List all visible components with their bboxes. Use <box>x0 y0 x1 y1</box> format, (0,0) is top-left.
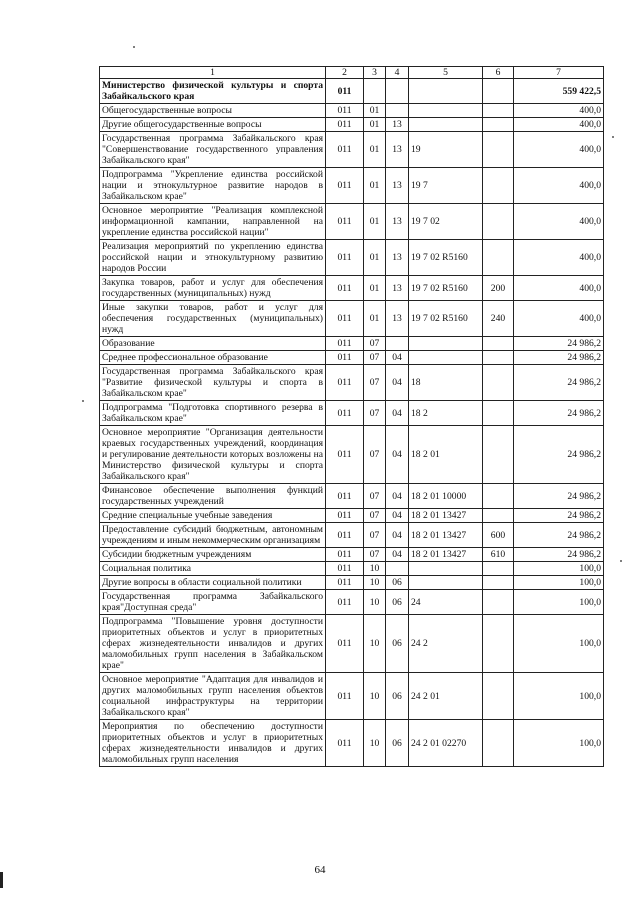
row-subsection: 06 <box>386 720 409 767</box>
scan-speck <box>82 400 84 402</box>
row-section: 01 <box>364 204 386 240</box>
row-section: 01 <box>364 118 386 132</box>
row-section: 10 <box>364 673 386 720</box>
table-body <box>100 79 604 767</box>
row-target-article: 18 2 01 13427 <box>409 523 483 548</box>
row-section: 07 <box>364 548 386 562</box>
row-ministry-code: 011 <box>326 104 364 118</box>
row-target-article: 19 <box>409 132 483 168</box>
row-name: Среднее профессиональное образование <box>100 351 326 365</box>
row-amount: 24 986,2 <box>514 337 604 351</box>
row-section: 01 <box>364 168 386 204</box>
table-row <box>100 673 604 720</box>
row-section: 07 <box>364 509 386 523</box>
row-target-article <box>409 576 483 590</box>
row-name: Средние специальные учебные заведения <box>100 509 326 523</box>
row-amount: 24 986,2 <box>514 426 604 484</box>
row-ministry-code: 011 <box>326 240 364 276</box>
row-section: 01 <box>364 301 386 337</box>
row-expense-type <box>483 118 514 132</box>
table-row <box>100 79 604 104</box>
row-expense-type <box>483 615 514 673</box>
row-name: Закупка товаров, работ и услуг для обеспечения государственных (муниципальных) нужд <box>100 276 326 301</box>
row-expense-type <box>483 562 514 576</box>
row-name: Государственная программа Забайкальского края "Совершенствование государственного управления Забайкальского края" <box>100 132 326 168</box>
row-expense-type <box>483 426 514 484</box>
table-row <box>100 523 604 548</box>
row-amount: 100,0 <box>514 576 604 590</box>
row-subsection: 04 <box>386 548 409 562</box>
row-section: 07 <box>364 426 386 484</box>
row-section: 07 <box>364 401 386 426</box>
row-name: Субсидии бюджетным учреждениям <box>100 548 326 562</box>
row-ministry-code: 011 <box>326 509 364 523</box>
column-header-6: 6 <box>483 67 514 79</box>
row-target-article <box>409 104 483 118</box>
row-name: Основное мероприятие "Реализация комплексной информационной кампании, направленной на укрепление единства российской нации" <box>100 204 326 240</box>
row-ministry-code: 011 <box>326 523 364 548</box>
row-name: Основное мероприятие "Адаптация для инвалидов и других маломобильных групп населения объектов социальной инфраструктуры на территории Забайкальского края" <box>100 673 326 720</box>
row-ministry-code: 011 <box>326 562 364 576</box>
row-target-article <box>409 351 483 365</box>
row-expense-type <box>483 673 514 720</box>
row-subsection: 04 <box>386 401 409 426</box>
row-amount: 24 986,2 <box>514 509 604 523</box>
row-amount: 400,0 <box>514 204 604 240</box>
row-ministry-code: 011 <box>326 276 364 301</box>
scan-speck <box>612 136 614 138</box>
row-target-article <box>409 118 483 132</box>
row-name: Иные закупки товаров, работ и услуг для обеспечения государственных (муниципальных) нужд <box>100 301 326 337</box>
scan-speck <box>620 560 622 562</box>
column-header-5: 5 <box>409 67 483 79</box>
row-expense-type: 240 <box>483 301 514 337</box>
row-target-article: 19 7 02 R5160 <box>409 301 483 337</box>
row-amount: 24 986,2 <box>514 548 604 562</box>
table-row <box>100 351 604 365</box>
row-ministry-code: 011 <box>326 484 364 509</box>
row-amount: 400,0 <box>514 301 604 337</box>
row-section: 10 <box>364 720 386 767</box>
row-expense-type <box>483 509 514 523</box>
row-amount: 400,0 <box>514 276 604 301</box>
row-amount: 559 422,5 <box>514 79 604 104</box>
row-section: 01 <box>364 240 386 276</box>
row-amount: 100,0 <box>514 720 604 767</box>
row-target-article: 24 2 01 02270 <box>409 720 483 767</box>
row-name: Предоставление субсидий бюджетным, автономным учреждениям и иным некоммерческим организациям <box>100 523 326 548</box>
row-amount: 24 986,2 <box>514 365 604 401</box>
table-row <box>100 615 604 673</box>
column-header-1: 1 <box>100 67 326 79</box>
row-ministry-code: 011 <box>326 118 364 132</box>
row-name: Основное мероприятие "Организация деятельности краевых государственных учреждений, координация и регулирование деятельности которых возложены на Министерство физической культуры и спорта Забайкальского края" <box>100 426 326 484</box>
row-subsection: 13 <box>386 204 409 240</box>
row-section: 07 <box>364 484 386 509</box>
row-expense-type <box>483 168 514 204</box>
table-row <box>100 590 604 615</box>
table-row <box>100 240 604 276</box>
row-ministry-code: 011 <box>326 590 364 615</box>
row-section: 07 <box>364 337 386 351</box>
table-row <box>100 168 604 204</box>
row-subsection: 13 <box>386 132 409 168</box>
row-subsection <box>386 337 409 351</box>
scan-edge-mark <box>0 872 3 888</box>
table-row <box>100 118 604 132</box>
row-subsection: 06 <box>386 615 409 673</box>
row-subsection: 04 <box>386 484 409 509</box>
row-target-article: 18 2 01 13427 <box>409 548 483 562</box>
table-row <box>100 365 604 401</box>
row-name: Государственная программа Забайкальского края"Доступная среда" <box>100 590 326 615</box>
column-header-2: 2 <box>326 67 364 79</box>
row-target-article: 24 2 <box>409 615 483 673</box>
row-section: 07 <box>364 365 386 401</box>
row-name: Общегосударственные вопросы <box>100 104 326 118</box>
row-amount: 24 986,2 <box>514 351 604 365</box>
row-section <box>364 79 386 104</box>
row-expense-type <box>483 720 514 767</box>
row-expense-type <box>483 576 514 590</box>
row-name: Подпрограмма "Укрепление единства российской нации и этнокультурное развитие народов в Забайкальском крае" <box>100 168 326 204</box>
row-subsection: 04 <box>386 509 409 523</box>
table-row <box>100 720 604 767</box>
row-amount: 400,0 <box>514 240 604 276</box>
row-target-article: 18 2 <box>409 401 483 426</box>
row-expense-type: 610 <box>483 548 514 562</box>
row-subsection: 13 <box>386 240 409 276</box>
row-amount: 24 986,2 <box>514 484 604 509</box>
row-amount: 400,0 <box>514 104 604 118</box>
row-name: Реализация мероприятий по укреплению единства российской нации и этнокультурному развитию народов России <box>100 240 326 276</box>
row-section: 01 <box>364 276 386 301</box>
row-amount: 100,0 <box>514 673 604 720</box>
row-expense-type <box>483 240 514 276</box>
row-target-article: 24 2 01 <box>409 673 483 720</box>
row-expense-type <box>483 365 514 401</box>
table-row <box>100 104 604 118</box>
row-subsection: 06 <box>386 673 409 720</box>
row-expense-type <box>483 132 514 168</box>
row-subsection: 04 <box>386 351 409 365</box>
row-expense-type <box>483 104 514 118</box>
row-name: Государственная программа Забайкальского края "Развитие физической культуры и спорта в Забайкальском крае" <box>100 365 326 401</box>
row-target-article: 19 7 02 <box>409 204 483 240</box>
table-row <box>100 576 604 590</box>
row-ministry-code: 011 <box>326 351 364 365</box>
row-ministry-code: 011 <box>326 301 364 337</box>
row-section: 07 <box>364 351 386 365</box>
row-target-article: 18 2 01 10000 <box>409 484 483 509</box>
row-name: Подпрограмма "Повышение уровня доступности приоритетных объектов и услуг в приоритетных сферах жизнедеятельности инвалидов и других маломобильных групп населения в Забайкальском крае" <box>100 615 326 673</box>
table-header-row <box>100 67 604 79</box>
table-row <box>100 337 604 351</box>
row-subsection: 06 <box>386 590 409 615</box>
row-section: 10 <box>364 576 386 590</box>
column-header-4: 4 <box>386 67 409 79</box>
row-target-article: 18 <box>409 365 483 401</box>
row-expense-type: 600 <box>483 523 514 548</box>
row-subsection: 04 <box>386 523 409 548</box>
budget-table <box>99 66 604 767</box>
row-section: 01 <box>364 104 386 118</box>
table-row <box>100 562 604 576</box>
row-amount: 400,0 <box>514 118 604 132</box>
row-ministry-code: 011 <box>326 615 364 673</box>
row-expense-type <box>483 204 514 240</box>
row-ministry-code: 011 <box>326 132 364 168</box>
row-target-article: 19 7 02 R5160 <box>409 240 483 276</box>
row-ministry-code: 011 <box>326 426 364 484</box>
row-name: Образование <box>100 337 326 351</box>
row-section: 10 <box>364 615 386 673</box>
row-subsection <box>386 562 409 576</box>
row-subsection: 13 <box>386 168 409 204</box>
row-target-article: 18 2 01 <box>409 426 483 484</box>
row-expense-type <box>483 484 514 509</box>
row-ministry-code: 011 <box>326 79 364 104</box>
row-subsection <box>386 104 409 118</box>
table-row <box>100 509 604 523</box>
row-section: 01 <box>364 132 386 168</box>
row-name: Мероприятия по обеспечению доступности приоритетных объектов и услуг в приоритетных сферах жизнедеятельности инвалидов и других маломобильных групп населения <box>100 720 326 767</box>
row-ministry-code: 011 <box>326 720 364 767</box>
row-amount: 100,0 <box>514 590 604 615</box>
table-row <box>100 132 604 168</box>
row-name: Подпрограмма "Подготовка спортивного резерва в Забайкальском крае" <box>100 401 326 426</box>
row-target-article: 18 2 01 13427 <box>409 509 483 523</box>
row-ministry-code: 011 <box>326 168 364 204</box>
table-row <box>100 276 604 301</box>
row-target-article <box>409 337 483 351</box>
row-target-article <box>409 562 483 576</box>
row-expense-type <box>483 337 514 351</box>
table-row <box>100 548 604 562</box>
row-expense-type <box>483 351 514 365</box>
row-subsection: 04 <box>386 426 409 484</box>
row-name: Социальная политика <box>100 562 326 576</box>
row-name: Другие вопросы в области социальной политики <box>100 576 326 590</box>
row-ministry-code: 011 <box>326 401 364 426</box>
row-ministry-code: 011 <box>326 204 364 240</box>
row-subsection <box>386 79 409 104</box>
row-subsection: 13 <box>386 301 409 337</box>
row-target-article: 24 <box>409 590 483 615</box>
row-amount: 400,0 <box>514 132 604 168</box>
row-subsection: 06 <box>386 576 409 590</box>
row-name: Другие общегосударственные вопросы <box>100 118 326 132</box>
row-expense-type <box>483 79 514 104</box>
page-number: 64 <box>314 864 326 876</box>
row-expense-type <box>483 590 514 615</box>
row-target-article: 19 7 <box>409 168 483 204</box>
row-amount: 24 986,2 <box>514 523 604 548</box>
row-name: Министерство физической культуры и спорта Забайкальского края <box>100 79 326 104</box>
row-ministry-code: 011 <box>326 365 364 401</box>
row-ministry-code: 011 <box>326 673 364 720</box>
row-ministry-code: 011 <box>326 548 364 562</box>
row-subsection: 13 <box>386 276 409 301</box>
row-ministry-code: 011 <box>326 337 364 351</box>
row-expense-type: 200 <box>483 276 514 301</box>
table-row <box>100 301 604 337</box>
table-row <box>100 401 604 426</box>
table-row <box>100 426 604 484</box>
row-target-article <box>409 79 483 104</box>
row-ministry-code: 011 <box>326 576 364 590</box>
scan-speck <box>133 46 135 48</box>
row-section: 10 <box>364 590 386 615</box>
table-row <box>100 484 604 509</box>
row-target-article: 19 7 02 R5160 <box>409 276 483 301</box>
column-header-7: 7 <box>514 67 604 79</box>
row-section: 07 <box>364 523 386 548</box>
row-section: 10 <box>364 562 386 576</box>
row-subsection: 13 <box>386 118 409 132</box>
row-amount: 100,0 <box>514 615 604 673</box>
row-amount: 24 986,2 <box>514 401 604 426</box>
table-row <box>100 204 604 240</box>
column-header-3: 3 <box>364 67 386 79</box>
row-amount: 100,0 <box>514 562 604 576</box>
row-subsection: 04 <box>386 365 409 401</box>
row-name: Финансовое обеспечение выполнения функций государственных учреждений <box>100 484 326 509</box>
row-expense-type <box>483 401 514 426</box>
row-amount: 400,0 <box>514 168 604 204</box>
